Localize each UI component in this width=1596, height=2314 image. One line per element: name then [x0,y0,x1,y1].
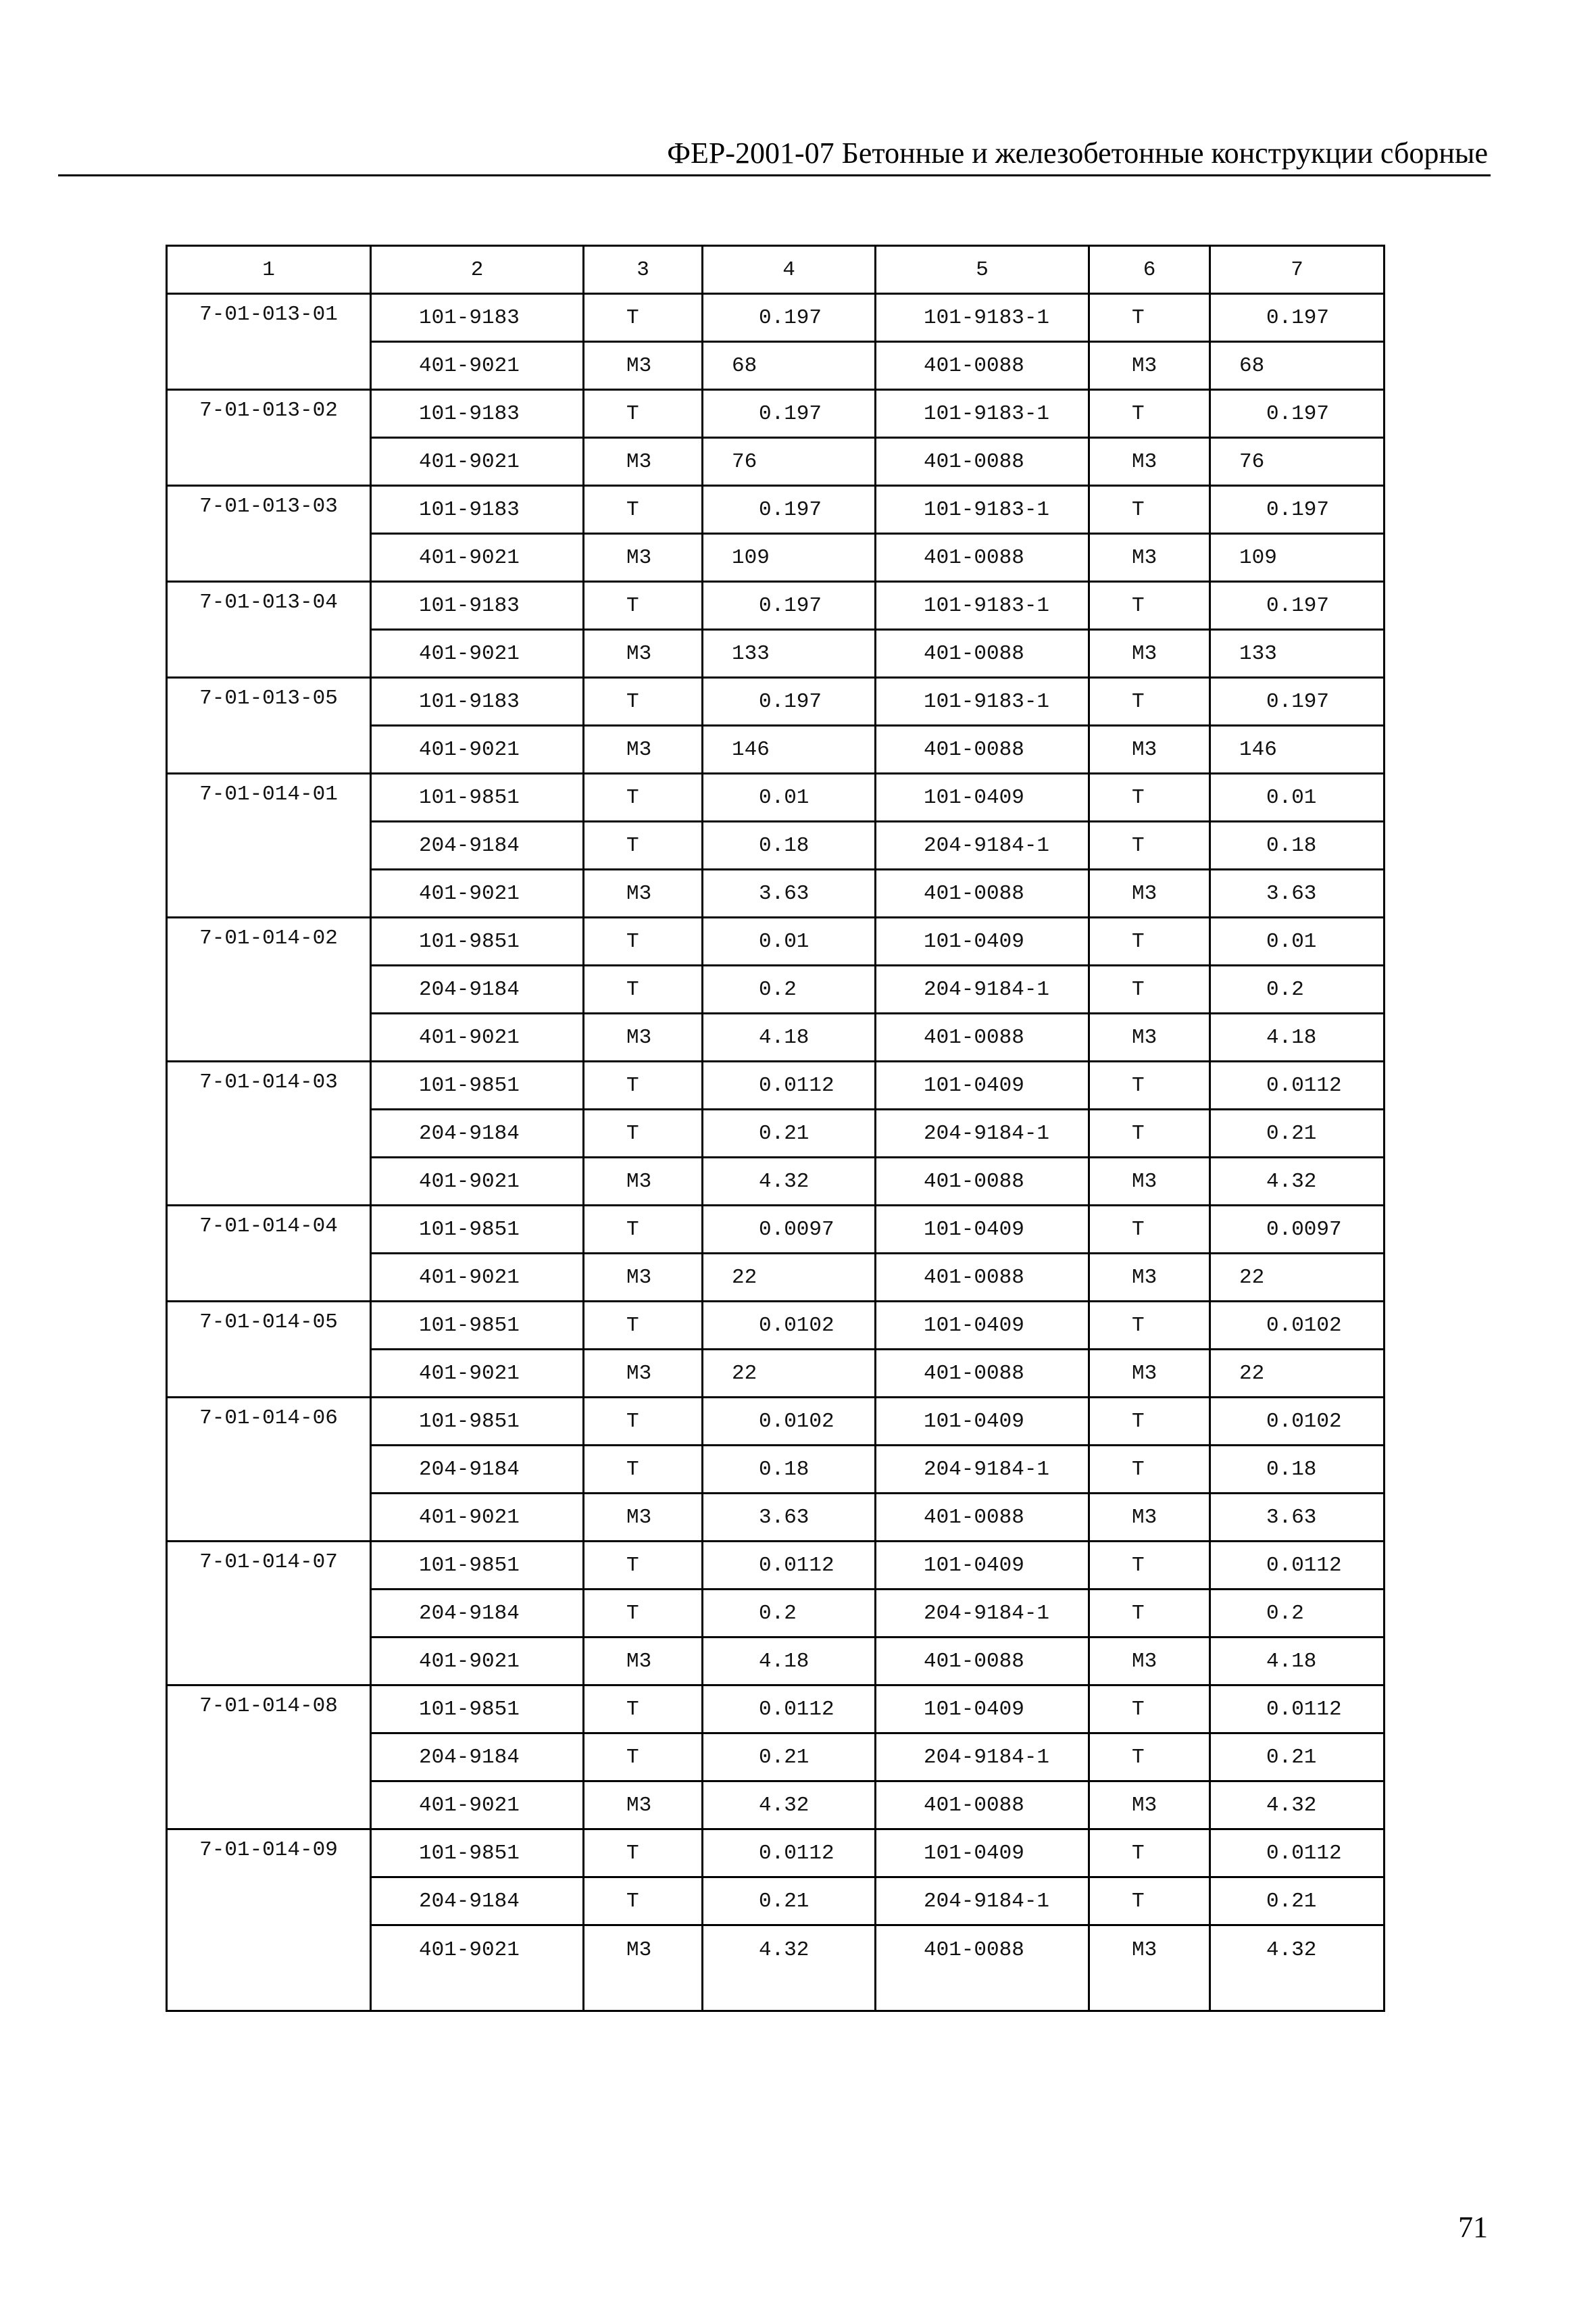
table-row [167,1829,1385,1877]
unit-cell: Т [584,1733,703,1781]
replacement-quantity-cell: 3.63 [1210,1494,1385,1542]
replacement-unit-cell: Т [1089,1685,1210,1733]
replacement-quantity-cell: 0.18 [1210,822,1385,870]
replacement-code-cell: 401-0088 [876,630,1089,678]
quantity-cell: 4.32 [703,1781,876,1829]
replacement-code-cell: 101-0409 [876,1062,1089,1110]
unit-cell: Т [584,1206,703,1254]
unit-cell: М3 [584,342,703,390]
replacement-unit-cell: Т [1089,918,1210,966]
resource-code-cell: 401-9021 [371,726,584,774]
replacement-unit-cell: М3 [1089,1254,1210,1302]
unit-cell: М3 [584,1925,703,2011]
resource-code-cell: 101-9851 [371,774,584,822]
replacement-code-cell: 101-9183-1 [876,294,1089,342]
unit-cell: Т [584,1446,703,1494]
quantity-cell: 0.21 [703,1877,876,1925]
unit-cell: М3 [584,1494,703,1542]
quantity-cell: 0.197 [703,582,876,630]
table-row [167,582,1385,630]
unit-cell: Т [584,1542,703,1590]
replacement-unit-cell: М3 [1089,1014,1210,1062]
replacement-quantity-cell: 22 [1210,1254,1385,1302]
replacement-unit-cell: Т [1089,822,1210,870]
replacement-quantity-cell: 0.21 [1210,1877,1385,1925]
unit-cell: Т [584,486,703,534]
unit-cell: М3 [584,1158,703,1206]
resource-code-cell: 204-9184 [371,1590,584,1638]
resource-code-cell: 101-9183 [371,390,584,438]
rate-code-cell: 7-01-014-06 [167,1398,371,1542]
quantity-cell: 76 [703,438,876,486]
resource-code-cell: 401-9021 [371,1925,584,2011]
resource-code-cell: 204-9184 [371,1446,584,1494]
quantity-cell: 0.197 [703,678,876,726]
replacement-unit-cell: Т [1089,1206,1210,1254]
replacement-quantity-cell: 0.197 [1210,582,1385,630]
resource-code-cell: 401-9021 [371,438,584,486]
replacement-code-cell: 101-0409 [876,774,1089,822]
table-row [167,678,1385,726]
resource-code-cell: 101-9851 [371,918,584,966]
replacement-code-cell: 101-0409 [876,1829,1089,1877]
replacement-quantity-cell: 22 [1210,1350,1385,1398]
replacement-quantity-cell: 146 [1210,726,1385,774]
replacement-unit-cell: Т [1089,1590,1210,1638]
replacement-quantity-cell: 76 [1210,438,1385,486]
rate-code-cell: 7-01-013-01 [167,294,371,390]
replacement-unit-cell: Т [1089,1542,1210,1590]
unit-cell: Т [584,822,703,870]
unit-cell: М3 [584,1350,703,1398]
replacement-unit-cell: М3 [1089,1638,1210,1685]
replacement-unit-cell: Т [1089,1733,1210,1781]
replacement-code-cell: 401-0088 [876,1254,1089,1302]
replacement-quantity-cell: 4.18 [1210,1014,1385,1062]
replacement-quantity-cell: 4.32 [1210,1781,1385,1829]
replacement-unit-cell: Т [1089,1446,1210,1494]
replacement-quantity-cell: 0.197 [1210,294,1385,342]
resource-code-cell: 401-9021 [371,1350,584,1398]
rate-code-cell: 7-01-014-07 [167,1542,371,1685]
quantity-cell: 146 [703,726,876,774]
resource-code-cell: 401-9021 [371,630,584,678]
quantity-cell: 0.21 [703,1733,876,1781]
rate-code-cell: 7-01-014-08 [167,1685,371,1829]
replacement-quantity-cell: 0.0102 [1210,1302,1385,1350]
unit-cell: Т [584,294,703,342]
replacement-unit-cell: М3 [1089,1494,1210,1542]
quantity-cell: 0.2 [703,966,876,1014]
replacement-code-cell: 101-0409 [876,1302,1089,1350]
table-row [167,1685,1385,1733]
replacement-quantity-cell: 109 [1210,534,1385,582]
resource-code-cell: 101-9851 [371,1206,584,1254]
quantity-cell: 0.197 [703,486,876,534]
replacement-unit-cell: М3 [1089,726,1210,774]
quantity-cell: 0.2 [703,1590,876,1638]
replacement-quantity-cell: 0.01 [1210,918,1385,966]
replacement-unit-cell: Т [1089,294,1210,342]
unit-cell: Т [584,918,703,966]
quantity-cell: 3.63 [703,870,876,918]
unit-cell: М3 [584,534,703,582]
rate-code-cell: 7-01-014-02 [167,918,371,1062]
resource-code-cell: 101-9851 [371,1302,584,1350]
unit-cell: М3 [584,870,703,918]
replacement-code-cell: 401-0088 [876,1014,1089,1062]
rate-code-cell: 7-01-014-01 [167,774,371,918]
replacement-quantity-cell: 133 [1210,630,1385,678]
resource-code-cell: 401-9021 [371,1638,584,1685]
replacement-unit-cell: М3 [1089,1350,1210,1398]
replacement-quantity-cell: 0.0112 [1210,1685,1385,1733]
replacement-unit-cell: Т [1089,966,1210,1014]
replacement-code-cell: 101-0409 [876,918,1089,966]
table-body [167,294,1385,2011]
replacement-unit-cell: Т [1089,486,1210,534]
quantity-cell: 4.32 [703,1925,876,2011]
unit-cell: М3 [584,1254,703,1302]
replacement-quantity-cell: 0.0097 [1210,1206,1385,1254]
resource-code-cell: 401-9021 [371,342,584,390]
unit-cell: Т [584,1302,703,1350]
replacement-code-cell: 101-0409 [876,1398,1089,1446]
rate-code-cell: 7-01-014-04 [167,1206,371,1302]
replacement-code-cell: 401-0088 [876,870,1089,918]
replacement-quantity-cell: 4.18 [1210,1638,1385,1685]
unit-cell: Т [584,390,703,438]
table-row [167,390,1385,438]
replacement-unit-cell: М3 [1089,438,1210,486]
table-row [167,1542,1385,1590]
table-row [167,1206,1385,1254]
quantity-cell: 0.0112 [703,1685,876,1733]
unit-cell: Т [584,1062,703,1110]
quantity-cell: 22 [703,1350,876,1398]
quantity-cell: 0.197 [703,390,876,438]
unit-cell: Т [584,1877,703,1925]
replacement-quantity-cell: 0.21 [1210,1110,1385,1158]
replacement-code-cell: 204-9184-1 [876,1590,1089,1638]
table-row [167,1302,1385,1350]
quantity-cell: 0.0102 [703,1398,876,1446]
resource-code-cell: 401-9021 [371,1494,584,1542]
column-header: 6 [1089,246,1210,294]
quantity-cell: 133 [703,630,876,678]
column-header: 4 [703,246,876,294]
unit-cell: Т [584,1829,703,1877]
replacement-code-cell: 204-9184-1 [876,1110,1089,1158]
replacement-code-cell: 204-9184-1 [876,966,1089,1014]
replacement-quantity-cell: 0.0112 [1210,1542,1385,1590]
replacement-unit-cell: М3 [1089,1158,1210,1206]
replacement-quantity-cell: 3.63 [1210,870,1385,918]
table-row [167,486,1385,534]
replacement-quantity-cell: 0.0112 [1210,1062,1385,1110]
replacement-code-cell: 101-9183-1 [876,582,1089,630]
replacement-quantity-cell: 0.197 [1210,390,1385,438]
unit-cell: М3 [584,630,703,678]
column-header: 7 [1210,246,1385,294]
replacement-code-cell: 204-9184-1 [876,1733,1089,1781]
replacement-unit-cell: Т [1089,678,1210,726]
replacement-code-cell: 101-0409 [876,1685,1089,1733]
resource-code-cell: 401-9021 [371,1781,584,1829]
quantity-cell: 22 [703,1254,876,1302]
replacement-code-cell: 401-0088 [876,1638,1089,1685]
table-row [167,774,1385,822]
replacement-code-cell: 101-9183-1 [876,486,1089,534]
quantity-cell: 0.0112 [703,1829,876,1877]
unit-cell: Т [584,582,703,630]
resource-code-cell: 101-9851 [371,1398,584,1446]
replacement-unit-cell: М3 [1089,534,1210,582]
table-row [167,1398,1385,1446]
rate-code-cell: 7-01-013-03 [167,486,371,582]
unit-cell: Т [584,678,703,726]
replacement-code-cell: 401-0088 [876,342,1089,390]
rate-code-cell: 7-01-013-05 [167,678,371,774]
replacement-code-cell: 401-0088 [876,1350,1089,1398]
replacement-quantity-cell: 0.197 [1210,486,1385,534]
table-row [167,918,1385,966]
column-header: 1 [167,246,371,294]
resource-code-cell: 204-9184 [371,1110,584,1158]
replacement-unit-cell: М3 [1089,870,1210,918]
replacement-code-cell: 401-0088 [876,438,1089,486]
resource-code-cell: 204-9184 [371,1733,584,1781]
replacement-quantity-cell: 0.01 [1210,774,1385,822]
replacement-code-cell: 204-9184-1 [876,822,1089,870]
unit-cell: Т [584,1590,703,1638]
column-header: 5 [876,246,1089,294]
page-number: 71 [1458,2211,1488,2244]
resource-code-cell: 401-9021 [371,1158,584,1206]
replacement-quantity-cell: 0.0102 [1210,1398,1385,1446]
resource-code-cell: 204-9184 [371,1877,584,1925]
replacement-quantity-cell: 4.32 [1210,1158,1385,1206]
resource-code-cell: 204-9184 [371,966,584,1014]
column-header: 2 [371,246,584,294]
quantity-cell: 109 [703,534,876,582]
unit-cell: Т [584,1398,703,1446]
resource-code-cell: 101-9851 [371,1685,584,1733]
replacement-quantity-cell: 0.2 [1210,1590,1385,1638]
replacement-code-cell: 204-9184-1 [876,1877,1089,1925]
replacement-unit-cell: Т [1089,582,1210,630]
replacement-unit-cell: М3 [1089,342,1210,390]
resource-code-cell: 401-9021 [371,534,584,582]
replacement-code-cell: 101-9183-1 [876,678,1089,726]
replacement-unit-cell: Т [1089,390,1210,438]
replacement-unit-cell: М3 [1089,1925,1210,2011]
unit-cell: М3 [584,726,703,774]
resource-code-cell: 101-9183 [371,294,584,342]
replacement-unit-cell: Т [1089,1398,1210,1446]
quantity-cell: 4.18 [703,1014,876,1062]
replacement-code-cell: 101-0409 [876,1542,1089,1590]
resource-code-cell: 101-9851 [371,1542,584,1590]
unit-cell: Т [584,1110,703,1158]
quantity-cell: 0.0102 [703,1302,876,1350]
replacement-quantity-cell: 0.197 [1210,678,1385,726]
replacement-code-cell: 204-9184-1 [876,1446,1089,1494]
replacement-unit-cell: Т [1089,1829,1210,1877]
resource-code-cell: 401-9021 [371,870,584,918]
unit-cell: Т [584,966,703,1014]
rate-code-cell: 7-01-013-02 [167,390,371,486]
replacement-unit-cell: Т [1089,1062,1210,1110]
replacement-unit-cell: Т [1089,774,1210,822]
quantity-cell: 0.0112 [703,1062,876,1110]
quantity-cell: 0.0112 [703,1542,876,1590]
quantity-cell: 0.01 [703,774,876,822]
unit-cell: М3 [584,1638,703,1685]
quantity-cell: 0.18 [703,1446,876,1494]
replacement-code-cell: 401-0088 [876,726,1089,774]
table-header-row [167,246,1385,294]
replacement-code-cell: 401-0088 [876,1494,1089,1542]
table-row [167,294,1385,342]
rate-code-cell: 7-01-014-05 [167,1302,371,1398]
unit-cell: М3 [584,438,703,486]
table-row [167,1062,1385,1110]
unit-cell: Т [584,1685,703,1733]
unit-cell: М3 [584,1014,703,1062]
column-header: 3 [584,246,703,294]
replacement-quantity-cell: 4.32 [1210,1925,1385,2011]
replacement-code-cell: 401-0088 [876,1158,1089,1206]
replacement-code-cell: 401-0088 [876,534,1089,582]
resource-code-cell: 101-9183 [371,582,584,630]
resource-code-cell: 101-9851 [371,1829,584,1877]
replacement-quantity-cell: 0.18 [1210,1446,1385,1494]
rate-code-cell: 7-01-014-03 [167,1062,371,1206]
quantity-cell: 0.197 [703,294,876,342]
replacement-unit-cell: М3 [1089,1781,1210,1829]
replacement-unit-cell: М3 [1089,630,1210,678]
replacement-quantity-cell: 68 [1210,342,1385,390]
quantity-cell: 68 [703,342,876,390]
header-title: ФЕР-2001-07 Бетонные и железобетонные конструкции сборные [667,137,1488,170]
replacement-code-cell: 101-9183-1 [876,390,1089,438]
resource-code-cell: 101-9851 [371,1062,584,1110]
resource-table [166,245,1385,2012]
resource-code-cell: 101-9183 [371,486,584,534]
resource-code-cell: 401-9021 [371,1014,584,1062]
replacement-unit-cell: Т [1089,1302,1210,1350]
replacement-quantity-cell: 0.21 [1210,1733,1385,1781]
unit-cell: М3 [584,1781,703,1829]
replacement-unit-cell: Т [1089,1110,1210,1158]
unit-cell: Т [584,774,703,822]
quantity-cell: 4.18 [703,1638,876,1685]
resource-code-cell: 401-9021 [371,1254,584,1302]
quantity-cell: 0.21 [703,1110,876,1158]
page-header [58,132,1491,176]
replacement-unit-cell: Т [1089,1877,1210,1925]
replacement-code-cell: 401-0088 [876,1781,1089,1829]
quantity-cell: 0.0097 [703,1206,876,1254]
rate-code-cell: 7-01-013-04 [167,582,371,678]
rate-code-cell: 7-01-014-09 [167,1829,371,2011]
quantity-cell: 0.18 [703,822,876,870]
quantity-cell: 4.32 [703,1158,876,1206]
quantity-cell: 3.63 [703,1494,876,1542]
replacement-code-cell: 101-0409 [876,1206,1089,1254]
quantity-cell: 0.01 [703,918,876,966]
resource-code-cell: 101-9183 [371,678,584,726]
replacement-code-cell: 401-0088 [876,1925,1089,2011]
resource-code-cell: 204-9184 [371,822,584,870]
replacement-quantity-cell: 0.2 [1210,966,1385,1014]
replacement-quantity-cell: 0.0112 [1210,1829,1385,1877]
